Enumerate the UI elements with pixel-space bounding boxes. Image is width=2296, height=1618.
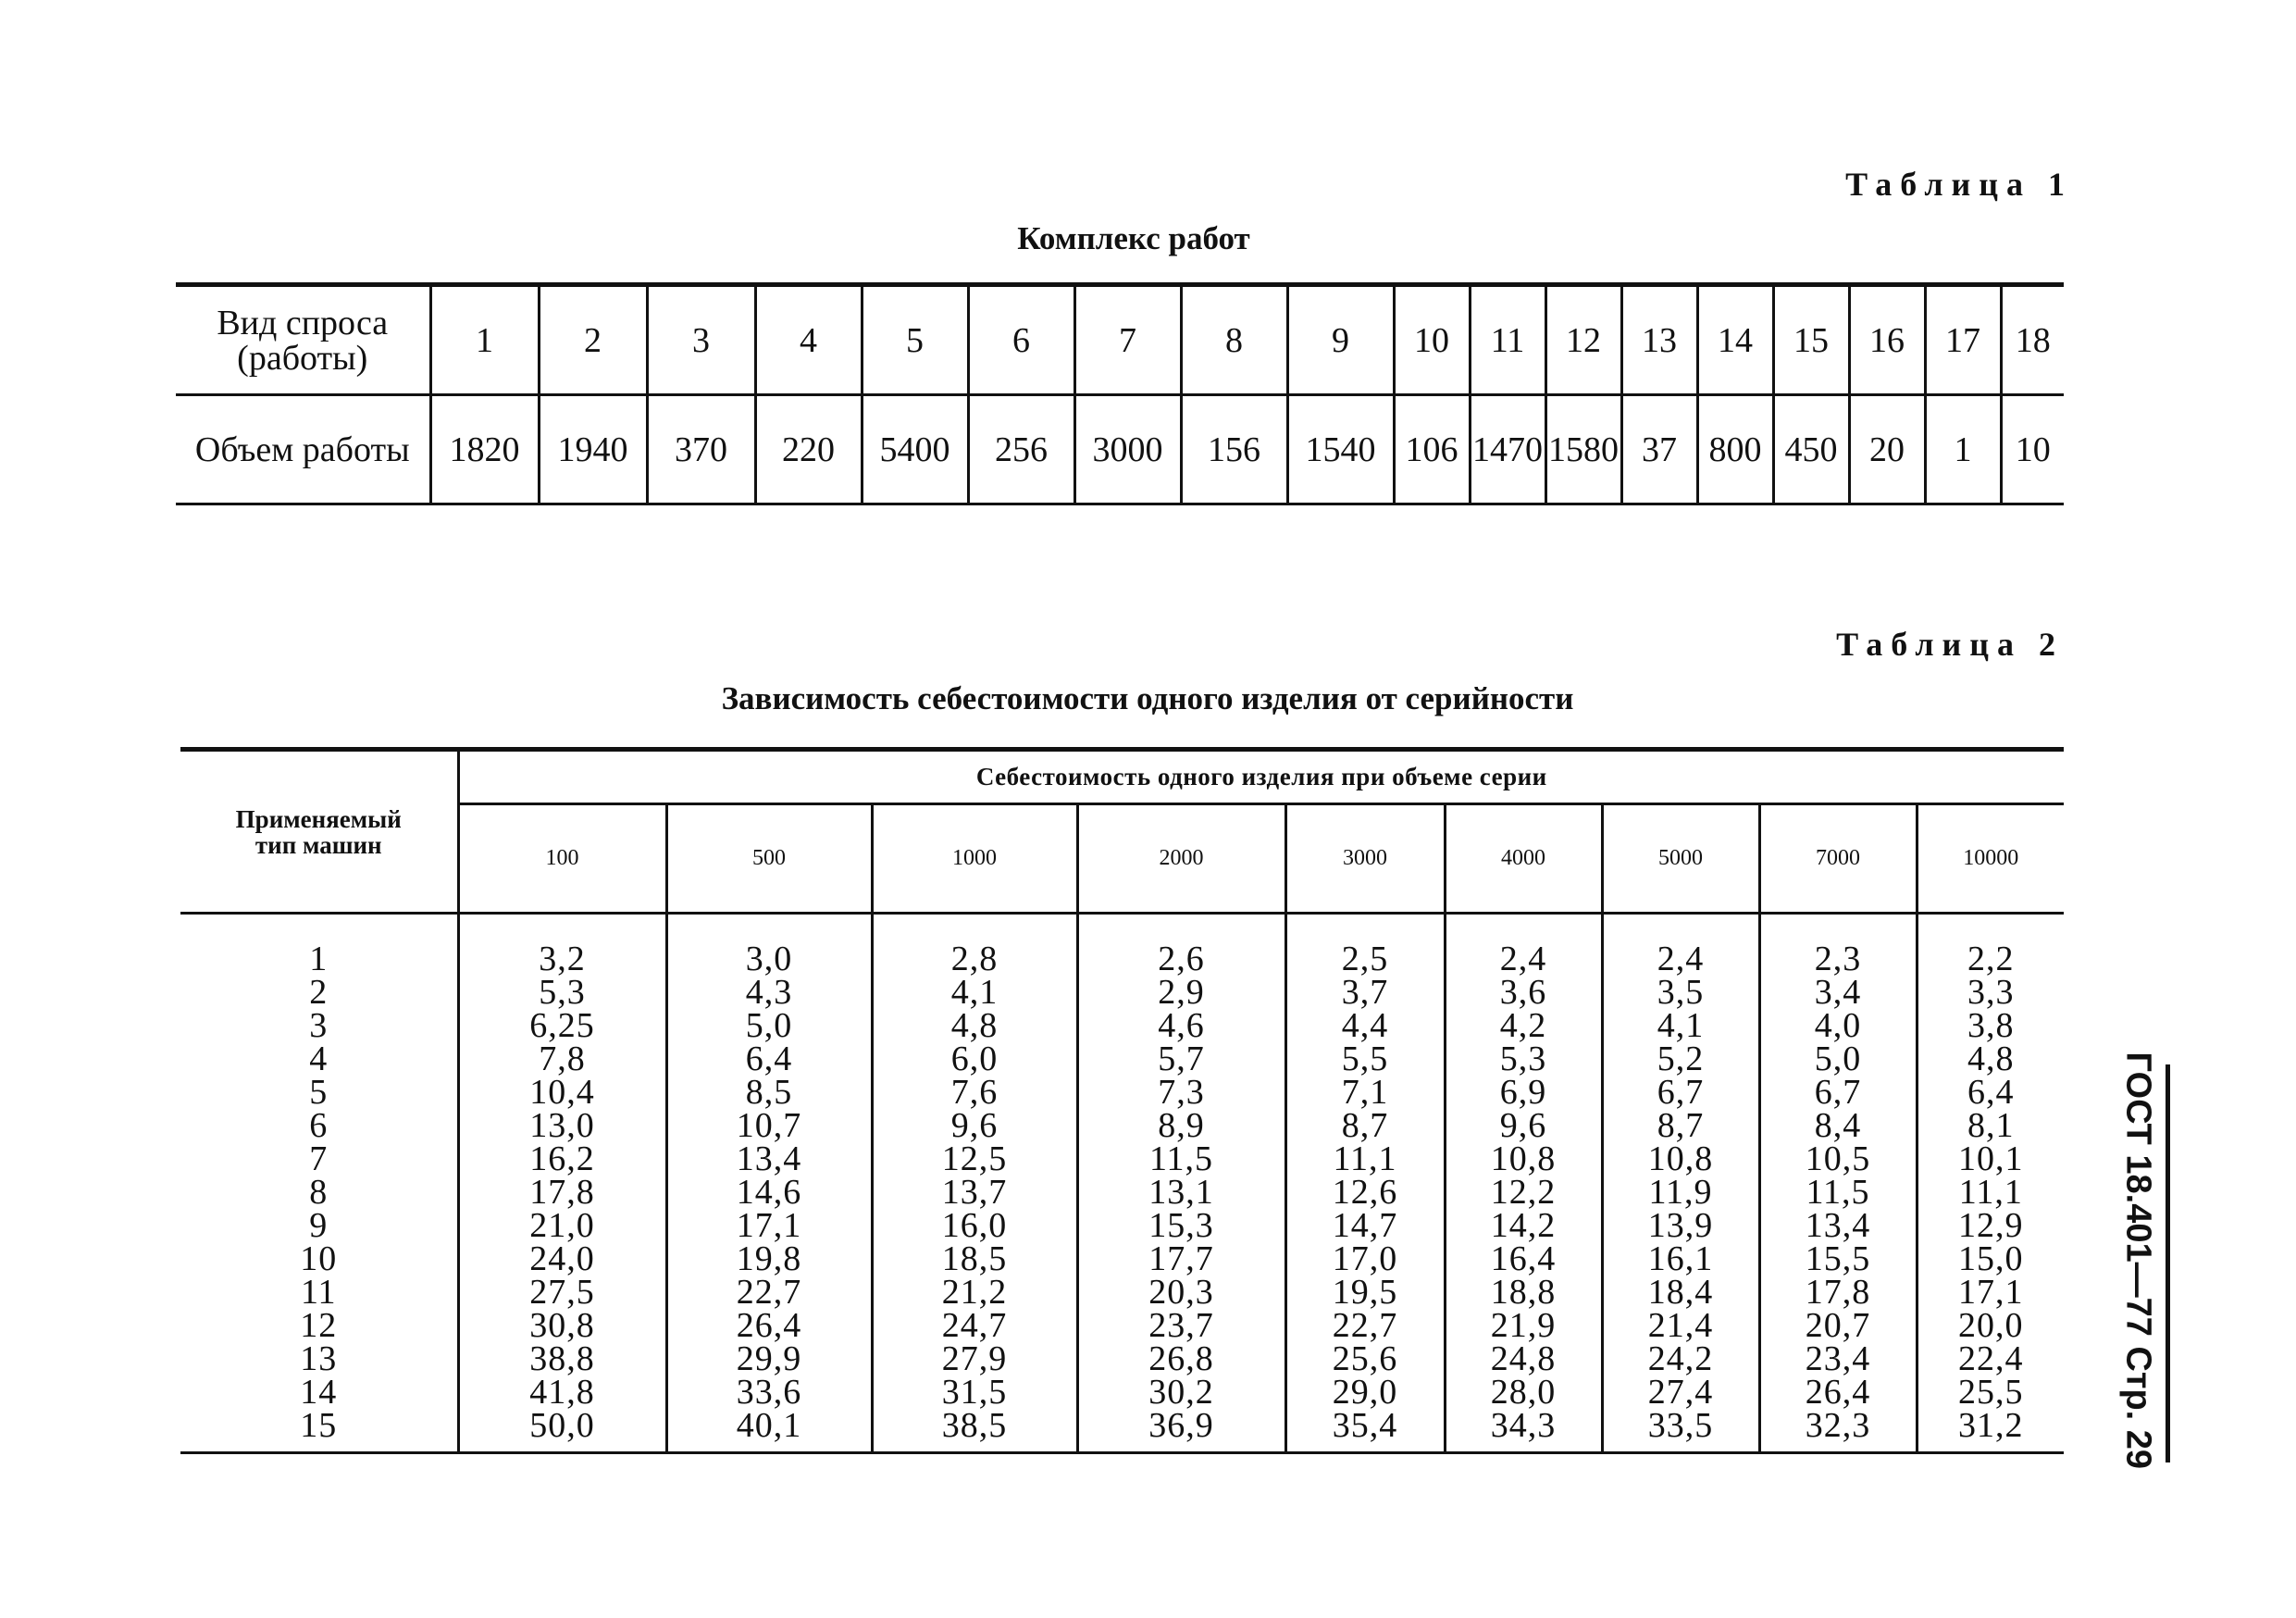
cost-value: 11,9 bbox=[1648, 1173, 1713, 1212]
table1 bbox=[176, 282, 2064, 505]
cost-value: 23,4 bbox=[1805, 1339, 1871, 1378]
cost-group-header: Себестоимость одного изделия при объеме серии bbox=[458, 750, 2064, 804]
cost-value: 6,7 bbox=[1657, 1073, 1705, 1112]
cost-value: 21,9 bbox=[1490, 1306, 1557, 1345]
machine-type-value: 9 bbox=[309, 1206, 329, 1245]
series-volume-header: 100 bbox=[458, 804, 666, 914]
kind-cell: 5 bbox=[862, 285, 968, 395]
volume-cell: 370 bbox=[647, 395, 755, 504]
kind-cell: 15 bbox=[1773, 285, 1849, 395]
cost-value: 24,8 bbox=[1490, 1339, 1557, 1378]
cost-value: 15,5 bbox=[1805, 1239, 1871, 1278]
cost-column bbox=[1917, 914, 2064, 1453]
cost-value: 2,3 bbox=[1814, 940, 1862, 978]
cost-value: 12,9 bbox=[1958, 1206, 2024, 1245]
cost-value: 3,8 bbox=[1967, 1006, 2015, 1045]
cost-value: 11,1 bbox=[1958, 1173, 2023, 1212]
cost-value: 30,2 bbox=[1148, 1373, 1214, 1412]
cost-value: 2,6 bbox=[1158, 940, 1205, 978]
cost-value: 3,3 bbox=[1967, 973, 2015, 1012]
cost-value: 4,1 bbox=[950, 973, 999, 1012]
machine-type-value: 8 bbox=[309, 1173, 329, 1212]
volume-cell: 800 bbox=[1697, 395, 1773, 504]
volume-cell: 220 bbox=[755, 395, 862, 504]
volume-cell: 1470 bbox=[1470, 395, 1545, 504]
cost-value: 8,1 bbox=[1967, 1106, 2015, 1145]
machine-type-value: 13 bbox=[300, 1339, 338, 1378]
cost-value: 16,4 bbox=[1490, 1239, 1557, 1278]
volume-cell: 1580 bbox=[1545, 395, 1621, 504]
cost-value: 18,4 bbox=[1647, 1273, 1714, 1312]
kind-cell: 12 bbox=[1545, 285, 1621, 395]
kind-cell: 11 bbox=[1470, 285, 1545, 395]
cost-value: 13,4 bbox=[1805, 1206, 1871, 1245]
cost-value: 21,4 bbox=[1647, 1306, 1714, 1345]
cost-value: 2,9 bbox=[1158, 973, 1205, 1012]
cost-value: 4,8 bbox=[1967, 1039, 2015, 1078]
cost-value: 19,8 bbox=[736, 1239, 802, 1278]
volume-cell: 256 bbox=[968, 395, 1074, 504]
cost-value: 16,1 bbox=[1647, 1239, 1714, 1278]
machine-type-value: 12 bbox=[300, 1306, 338, 1345]
kind-cell: 14 bbox=[1697, 285, 1773, 395]
cost-value: 2,4 bbox=[1657, 940, 1705, 978]
volume-cell: 1540 bbox=[1287, 395, 1394, 504]
cost-value: 9,6 bbox=[950, 1106, 999, 1145]
cost-value: 15,3 bbox=[1148, 1206, 1214, 1245]
machine-type-value: 11 bbox=[300, 1273, 337, 1312]
cost-value: 30,8 bbox=[529, 1306, 595, 1345]
cost-value: 26,8 bbox=[1148, 1339, 1214, 1378]
series-volume-header: 2000 bbox=[1077, 804, 1285, 914]
cost-value: 4,8 bbox=[950, 1006, 999, 1045]
cost-value: 29,0 bbox=[1332, 1373, 1398, 1412]
cost-value: 19,5 bbox=[1332, 1273, 1398, 1312]
cost-value: 6,4 bbox=[745, 1039, 793, 1078]
volume-cell: 1820 bbox=[430, 395, 539, 504]
cost-value: 4,0 bbox=[1814, 1006, 1862, 1045]
cost-value: 4,3 bbox=[745, 973, 793, 1012]
cost-value: 3,5 bbox=[1657, 973, 1705, 1012]
kind-cell: 4 bbox=[755, 285, 862, 395]
kind-cell: 8 bbox=[1181, 285, 1287, 395]
cost-value: 11,5 bbox=[1806, 1173, 1870, 1212]
cost-value: 10,4 bbox=[529, 1073, 595, 1112]
cost-value: 41,8 bbox=[529, 1373, 595, 1412]
cost-value: 5,7 bbox=[1158, 1039, 1205, 1078]
cost-value: 16,0 bbox=[941, 1206, 1008, 1245]
cost-value: 4,6 bbox=[1158, 1006, 1205, 1045]
kind-cell: 3 bbox=[647, 285, 755, 395]
cost-value: 21,2 bbox=[941, 1273, 1008, 1312]
cost-value: 6,25 bbox=[529, 1006, 595, 1045]
kind-cell: 16 bbox=[1849, 285, 1925, 395]
table1-caption: Таблица 1 bbox=[1845, 166, 2073, 203]
kind-cell: 13 bbox=[1621, 285, 1697, 395]
cost-value: 2,5 bbox=[1341, 940, 1389, 978]
kind-cell: 17 bbox=[1925, 285, 2001, 395]
cost-value: 14,6 bbox=[736, 1173, 802, 1212]
cost-value: 5,0 bbox=[745, 1006, 793, 1045]
cost-value: 13,7 bbox=[941, 1173, 1008, 1212]
machine-type-value: 5 bbox=[309, 1073, 329, 1112]
machine-type-header-line1: Применяемый bbox=[235, 804, 402, 833]
machine-type-value: 10 bbox=[300, 1239, 338, 1278]
machine-type-header bbox=[180, 750, 458, 914]
volume-cell: 5400 bbox=[862, 395, 968, 504]
cost-value: 18,8 bbox=[1490, 1273, 1557, 1312]
kind-label-line2: (работы) bbox=[237, 338, 368, 378]
cost-value: 8,9 bbox=[1158, 1106, 1205, 1145]
cost-value: 10,1 bbox=[1958, 1139, 2024, 1178]
side-stamp-text: ГОСТ 18.401—77 Стр. 29 bbox=[2118, 1052, 2158, 1470]
cost-value: 50,0 bbox=[529, 1406, 595, 1445]
cost-value: 23,7 bbox=[1148, 1306, 1214, 1345]
cost-value: 5,3 bbox=[1499, 1039, 1547, 1078]
cost-value: 13,1 bbox=[1148, 1173, 1214, 1212]
cost-value: 3,4 bbox=[1814, 973, 1862, 1012]
series-volume-header: 3000 bbox=[1285, 804, 1445, 914]
cost-value: 5,5 bbox=[1341, 1039, 1389, 1078]
cost-column bbox=[1759, 914, 1917, 1453]
cost-value: 24,7 bbox=[941, 1306, 1008, 1345]
table1-volume-label: Объем работы bbox=[194, 429, 410, 469]
kind-cell: 2 bbox=[539, 285, 647, 395]
cost-value: 4,2 bbox=[1499, 1006, 1547, 1045]
cost-value: 36,9 bbox=[1148, 1406, 1214, 1445]
table1-volumes-row bbox=[176, 395, 2064, 504]
cost-value: 21,0 bbox=[529, 1206, 595, 1245]
kind-cell: 10 bbox=[1394, 285, 1470, 395]
cost-value: 38,8 bbox=[529, 1339, 595, 1378]
cost-value: 16,2 bbox=[529, 1139, 595, 1178]
cost-value: 10,8 bbox=[1490, 1139, 1557, 1178]
cost-value: 40,1 bbox=[736, 1406, 802, 1445]
cost-value: 2,2 bbox=[1967, 940, 2015, 978]
cost-value: 17,8 bbox=[529, 1173, 595, 1212]
volume-cell: 450 bbox=[1773, 395, 1849, 504]
cost-value: 17,7 bbox=[1148, 1239, 1214, 1278]
volume-cell: 10 bbox=[2001, 395, 2064, 504]
cost-value: 8,7 bbox=[1657, 1106, 1705, 1145]
cost-value: 5,3 bbox=[539, 973, 586, 1012]
cost-value: 14,7 bbox=[1332, 1206, 1398, 1245]
machine-type-value: 6 bbox=[309, 1106, 329, 1145]
cost-value: 10,8 bbox=[1647, 1139, 1714, 1178]
cost-value: 4,4 bbox=[1341, 1006, 1389, 1045]
table2-header-row2 bbox=[180, 804, 2064, 914]
kind-cell: 9 bbox=[1287, 285, 1394, 395]
machine-type-value: 14 bbox=[300, 1373, 338, 1412]
machine-type-value: 15 bbox=[300, 1406, 338, 1445]
series-volume-header: 10000 bbox=[1917, 804, 2064, 914]
table2-header-row1 bbox=[180, 750, 2064, 804]
cost-column bbox=[666, 914, 872, 1453]
cost-value: 17,1 bbox=[736, 1206, 802, 1245]
table1-kinds-row bbox=[176, 285, 2064, 395]
series-volume-header: 1000 bbox=[872, 804, 1077, 914]
cost-value: 29,9 bbox=[736, 1339, 802, 1378]
cost-value: 26,4 bbox=[1805, 1373, 1871, 1412]
cost-column bbox=[872, 914, 1077, 1453]
cost-value: 17,8 bbox=[1805, 1273, 1871, 1312]
cost-value: 3,6 bbox=[1499, 973, 1547, 1012]
cost-value: 32,3 bbox=[1805, 1406, 1871, 1445]
cost-value: 14,2 bbox=[1490, 1206, 1557, 1245]
cost-value: 26,4 bbox=[736, 1306, 802, 1345]
cost-value: 18,5 bbox=[941, 1239, 1008, 1278]
cost-value: 17,0 bbox=[1332, 1239, 1398, 1278]
volume-cell: 3000 bbox=[1074, 395, 1181, 504]
series-volume-header: 4000 bbox=[1445, 804, 1602, 914]
cost-value: 5,2 bbox=[1657, 1039, 1705, 1078]
cost-value: 15,0 bbox=[1958, 1239, 2024, 1278]
machine-type-value: 3 bbox=[309, 1006, 329, 1045]
volume-cell: 156 bbox=[1181, 395, 1287, 504]
table2-body-row bbox=[180, 914, 2064, 1453]
cost-value: 9,6 bbox=[1499, 1106, 1547, 1145]
cost-value: 12,6 bbox=[1332, 1173, 1398, 1212]
cost-value: 12,5 bbox=[941, 1139, 1008, 1178]
cost-value: 28,0 bbox=[1490, 1373, 1557, 1412]
cost-value: 7,1 bbox=[1341, 1073, 1389, 1112]
cost-value: 25,5 bbox=[1958, 1373, 2024, 1412]
cost-column bbox=[1077, 914, 1285, 1453]
cost-value: 27,5 bbox=[529, 1273, 595, 1312]
table2 bbox=[180, 747, 2064, 1454]
cost-value: 22,7 bbox=[1332, 1306, 1398, 1345]
cost-value: 10,5 bbox=[1805, 1139, 1871, 1178]
cost-value: 11,1 bbox=[1333, 1139, 1397, 1178]
cost-value: 24,0 bbox=[529, 1239, 595, 1278]
machine-type-value: 1 bbox=[309, 940, 329, 978]
series-volume-header: 5000 bbox=[1602, 804, 1759, 914]
cost-value: 8,4 bbox=[1814, 1106, 1862, 1145]
series-volume-header: 7000 bbox=[1759, 804, 1917, 914]
machine-type-value: 4 bbox=[309, 1039, 329, 1078]
cost-value: 7,3 bbox=[1158, 1073, 1205, 1112]
cost-value: 13,9 bbox=[1647, 1206, 1714, 1245]
cost-value: 34,3 bbox=[1490, 1406, 1557, 1445]
table2-title: Зависимость себестоимости одного изделия от серийности bbox=[721, 680, 1574, 716]
cost-value: 24,2 bbox=[1647, 1339, 1714, 1378]
volume-cell: 1940 bbox=[539, 395, 647, 504]
cost-value: 22,7 bbox=[736, 1273, 802, 1312]
cost-value: 33,6 bbox=[736, 1373, 802, 1412]
cost-column bbox=[1445, 914, 1602, 1453]
cost-value: 2,4 bbox=[1499, 940, 1547, 978]
cost-value: 20,0 bbox=[1958, 1306, 2024, 1345]
cost-value: 11,5 bbox=[1148, 1139, 1214, 1178]
table1-kind-label bbox=[176, 285, 430, 395]
cost-value: 5,0 bbox=[1814, 1039, 1862, 1078]
cost-value: 25,6 bbox=[1332, 1339, 1398, 1378]
cost-value: 6,9 bbox=[1499, 1073, 1547, 1112]
cost-column bbox=[458, 914, 666, 1453]
cost-value: 3,7 bbox=[1341, 973, 1389, 1012]
table1-title: Комплекс работ bbox=[1017, 220, 1250, 256]
series-volume-header: 500 bbox=[666, 804, 872, 914]
cost-value: 22,4 bbox=[1958, 1339, 2024, 1378]
side-stamp bbox=[2101, 1052, 2170, 1470]
kind-cell: 7 bbox=[1074, 285, 1181, 395]
cost-value: 33,5 bbox=[1647, 1406, 1714, 1445]
cost-value: 12,2 bbox=[1490, 1173, 1557, 1212]
cost-value: 2,8 bbox=[950, 940, 999, 978]
volume-cell: 20 bbox=[1849, 395, 1925, 504]
cost-column bbox=[1285, 914, 1445, 1453]
table2-caption: Таблица 2 bbox=[1836, 626, 2064, 663]
machine-type-column bbox=[180, 914, 458, 1453]
cost-column bbox=[1602, 914, 1759, 1453]
kind-cell: 1 bbox=[430, 285, 539, 395]
cost-value: 13,4 bbox=[736, 1139, 802, 1178]
cost-value: 10,7 bbox=[736, 1106, 802, 1145]
cost-value: 6,4 bbox=[1967, 1073, 2015, 1112]
volume-cell: 106 bbox=[1394, 395, 1470, 504]
cost-value: 31,2 bbox=[1958, 1406, 2024, 1445]
cost-value: 27,4 bbox=[1647, 1373, 1714, 1412]
cost-value: 4,1 bbox=[1657, 1006, 1705, 1045]
cost-value: 3,2 bbox=[539, 940, 586, 978]
cost-value: 7,6 bbox=[950, 1073, 999, 1112]
machine-type-value: 2 bbox=[309, 973, 329, 1012]
cost-value: 8,5 bbox=[745, 1073, 793, 1112]
machine-type-value: 7 bbox=[309, 1139, 329, 1178]
cost-value: 20,3 bbox=[1148, 1273, 1214, 1312]
cost-value: 13,0 bbox=[529, 1106, 595, 1145]
cost-value: 8,7 bbox=[1341, 1106, 1389, 1145]
kind-cell: 18 bbox=[2001, 285, 2064, 395]
kind-cell: 6 bbox=[968, 285, 1074, 395]
kind-label-line1: Вид спроса bbox=[217, 303, 389, 342]
cost-value: 6,7 bbox=[1814, 1073, 1862, 1112]
cost-value: 3,0 bbox=[745, 940, 793, 978]
cost-value: 7,8 bbox=[539, 1039, 586, 1078]
machine-type-header-line2: тип машин bbox=[254, 830, 382, 859]
cost-value: 17,1 bbox=[1958, 1273, 2024, 1312]
cost-value: 6,0 bbox=[950, 1039, 999, 1078]
cost-value: 27,9 bbox=[941, 1339, 1008, 1378]
cost-value: 31,5 bbox=[941, 1373, 1008, 1412]
volume-cell: 37 bbox=[1621, 395, 1697, 504]
cost-value: 38,5 bbox=[941, 1406, 1008, 1445]
cost-value: 20,7 bbox=[1805, 1306, 1871, 1345]
volume-cell: 1 bbox=[1925, 395, 2001, 504]
cost-value: 35,4 bbox=[1332, 1406, 1398, 1445]
